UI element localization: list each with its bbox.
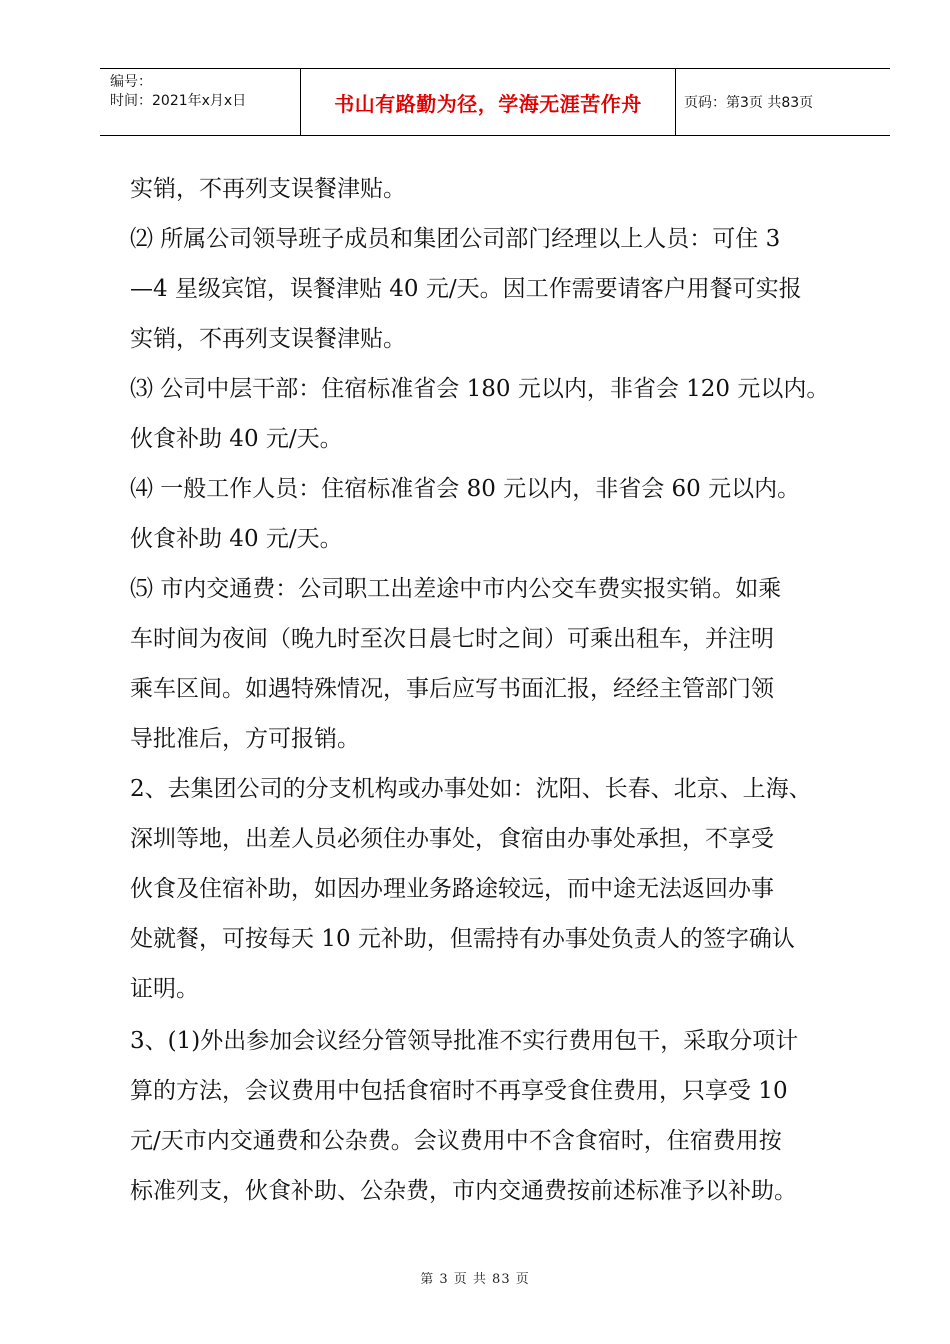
number-label: 编号：: [110, 74, 152, 90]
body-line: 2、去集团公司的分支机构或办事处如：沈阳、长春、北京、上海、: [130, 776, 812, 802]
body-line: 处就餐，可按每天 10 元补助，但需持有办事处负责人的签字确认: [130, 926, 795, 952]
body-line: 伙食补助 40 元/天。: [130, 426, 343, 452]
body-line: 标准列支，伙食补助、公杂费，市内交通费按前述标准予以补助。: [130, 1178, 797, 1204]
body-line: 伙食及住宿补助，如因办理业务路途较远，而中途无法返回办事: [130, 876, 774, 902]
body-line: ⑷ 一般工作人员：住宿标准省会 80 元以内，非省会 60 元以内。: [130, 476, 801, 502]
time-label: 时间：2021年x月x日: [110, 93, 247, 109]
document-body: [130, 164, 880, 1216]
body-line: 车时间为夜间（晚九时至次日晨七时之间）可乘出租车，并注明: [130, 626, 774, 652]
body-line: 实销，不再列支误餐津贴。: [130, 176, 406, 202]
body-line: 证明。: [130, 976, 199, 1002]
body-line: ⑸ 市内交通费：公司职工出差途中市内公交车费实报实销。如乘: [130, 576, 782, 602]
body-line: 乘车区间。如遇特殊情况，事后应写书面汇报，经经主管部门领: [130, 676, 774, 702]
body-line: 3、(1)外出参加会议经分管领导批准不实行费用包干，采取分项计: [130, 1028, 799, 1054]
body-line: —4 星级宾馆，误餐津贴 40 元/天。因工作需要请客户用餐可实报: [130, 276, 802, 302]
body-line: 伙食补助 40 元/天。: [130, 526, 343, 552]
body-line: ⑶ 公司中层干部：住宿标准省会 180 元以内，非省会 120 元以内。: [130, 376, 830, 402]
header-page-info: 页码：第3页 共83页: [684, 95, 814, 111]
body-line: 深圳等地，出差人员必须住办事处，食宿由办事处承担，不享受: [130, 826, 774, 852]
page-footer: 第 3 页 共 83 页: [420, 1272, 530, 1287]
body-line: 算的方法，会议费用中包括食宿时不再享受食住费用，只享受 10: [130, 1078, 788, 1104]
header-motto: 书山有路勤为径，学海无涯苦作舟: [301, 69, 676, 135]
body-line: ⑵ 所属公司领导班子成员和集团公司部门经理以上人员：可住 3: [130, 226, 781, 252]
body-line: 实销，不再列支误餐津贴。: [130, 326, 406, 352]
body-line: 导批准后，方可报销。: [130, 726, 360, 752]
page-header: [100, 68, 890, 136]
body-line: 元/天市内交通费和公杂费。会议费用中不含食宿时，住宿费用按: [130, 1128, 782, 1154]
header-meta: [100, 69, 301, 135]
